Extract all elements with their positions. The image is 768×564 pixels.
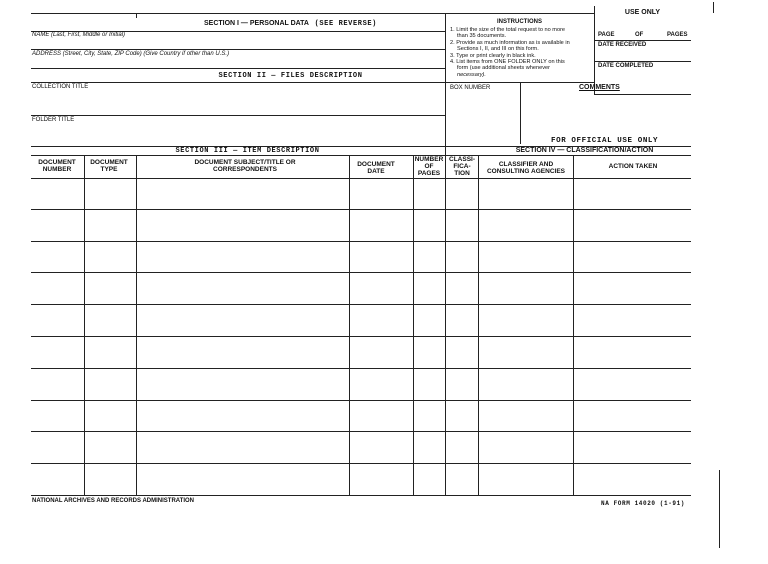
col-num-pages: NUMBER OF PAGES [414,156,444,177]
section-personal-title [136,20,445,28]
page-label: PAGE [598,32,615,38]
instruction-line: form (use additional sheets whenever [457,65,550,72]
pages-label: PAGES [667,32,688,38]
col-subject: DOCUMENT SUBJECT/TITLE OR CORRESPONDENTS [194,159,296,173]
col-classification: CLASSI-FICA-TION [449,156,475,177]
section-items-title: SECTION III — ITEM DESCRIPTION [175,147,320,155]
table-row[interactable] [31,336,691,337]
name-field-label: NAME (Last, First, Middle or Initial) [32,32,126,38]
of-label: OF [635,32,644,38]
instruction-line: necessary). [457,71,486,78]
table-row[interactable] [31,209,691,210]
table-row[interactable] [31,304,691,305]
table-row[interactable] [31,272,691,273]
instruction-line: 4. List items from ONE FOLDER ONLY on this [450,59,565,66]
table-row[interactable] [31,368,691,369]
table-row[interactable] [31,463,691,464]
col-doc-date: DOCUMENT DATE [357,161,395,175]
section-personal-note: (SEE REVERSE) [314,20,377,28]
box-number-label: BOX NUMBER [450,85,491,91]
col-classifier: CLASSIFIER AND CONSULTING AGENCIES [486,161,565,175]
col-doc-type: DOCUMENT TYPE [90,159,128,173]
instruction-line: than 35 documents. [457,33,507,40]
footer-form-number: NA FORM 14020 (1-91) [601,500,686,507]
address-field-label: ADDRESS (Street, City, State, ZIP Code) (Give Country if other than U.S.) [32,51,230,57]
instruction-line: 2. Provide as much information as is available in [450,39,570,46]
col-doc-number: DOCUMENT NUMBER [38,159,76,173]
footer-agency: NATIONAL ARCHIVES AND RECORDS ADMINISTRATION [32,498,194,504]
col-action: ACTION TAKEN [608,163,658,170]
instructions-title: INSTRUCTIONS [497,19,542,25]
instructions-list [450,27,592,78]
use-only-title: USE ONLY [624,9,661,16]
table-row[interactable] [31,241,691,242]
instruction-line: 1. Limit the size of the total request to no more [450,27,566,33]
comments-label: COMMENTS [579,84,620,91]
instruction-line: 3. Type or print clearly in black ink. [450,52,536,59]
instruction-line: Sections I, II, and III on this form. [457,46,539,53]
section-classification-title: SECTION IV — CLASSIFICATION/ACTION [515,147,654,154]
official-use-label: FOR OFFICIAL USE ONLY [551,137,659,145]
table-row[interactable] [31,431,691,432]
date-completed-label: DATE COMPLETED [598,63,654,69]
table-row[interactable] [31,400,691,401]
folder-title-label: FOLDER TITLE [32,117,75,123]
collection-title-label: COLLECTION TITLE [32,84,89,90]
table-row[interactable] [31,495,691,496]
section-files-title: SECTION II — FILES DESCRIPTION [218,72,363,80]
date-received-label: DATE RECEIVED [598,42,647,48]
section-personal-label: SECTION I — PERSONAL DATA [203,20,309,27]
